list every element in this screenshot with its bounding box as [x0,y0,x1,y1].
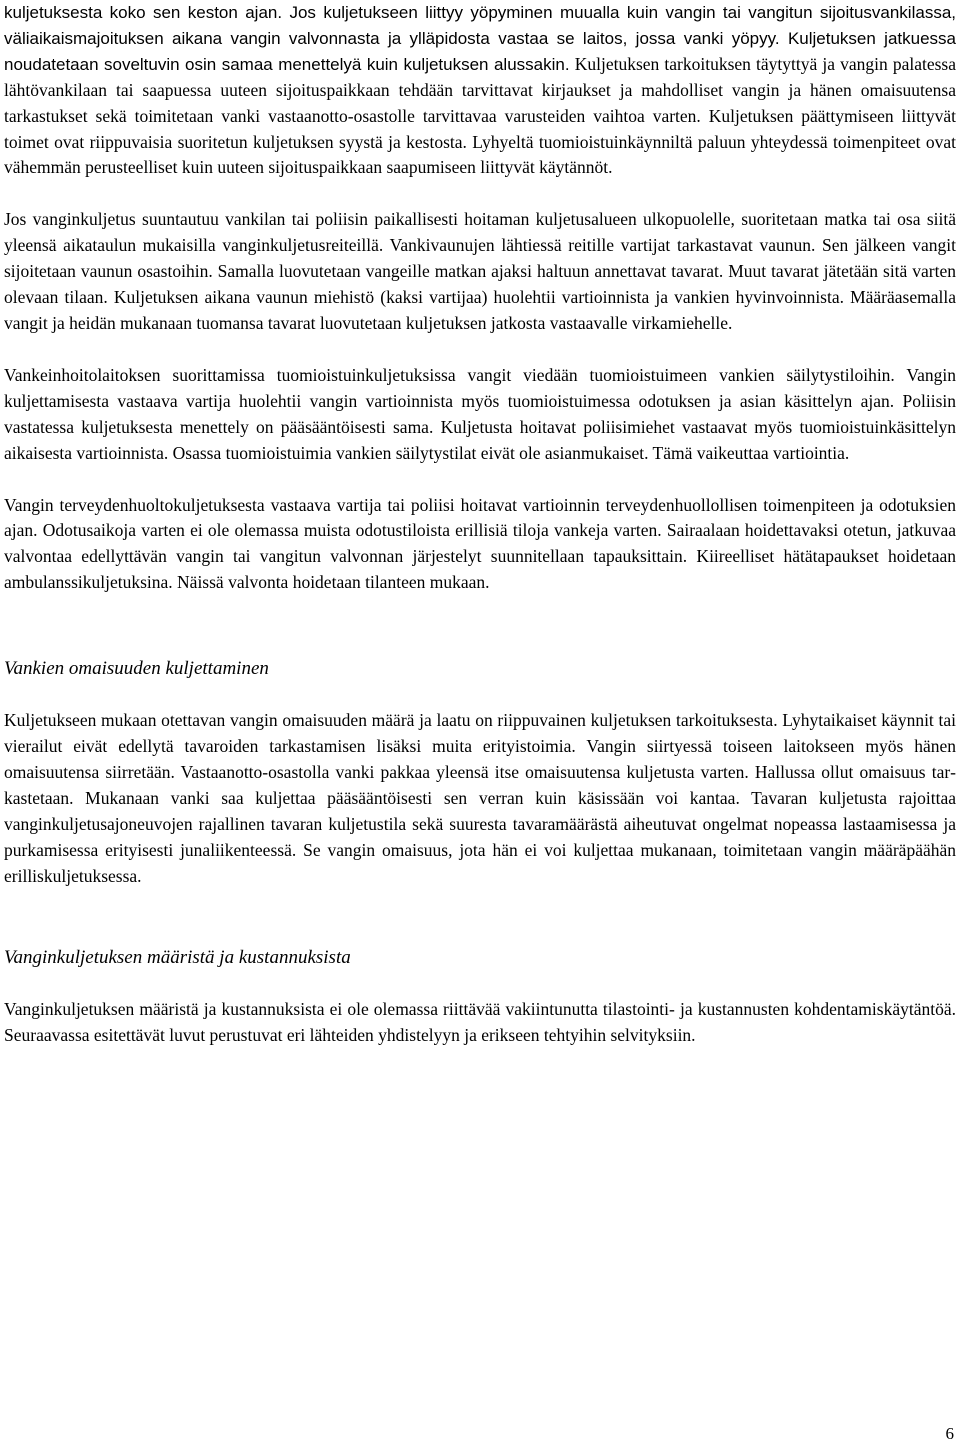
paragraph-spacer [4,467,956,493]
paragraph-1-sans-part: kuljetuksesta koko sen keston ajan. Jos kuljetukseen liittyy yöpyminen muualla kuin vangin tai vangitun sijoitusvankilassa, väliaikaismajoituksen aikana vangin valvonnasta ja ylläpidosta vastaa se laitos, jossa vanki yöpyy. Kuljetuksen jatkuessa noudatetaan soveltuvin osin samaa menettelyä kuin kuljetuksen alussakin. [4,3,956,74]
paragraph-spacer [4,181,956,207]
section-heading-property-transport: Vankien omaisuuden kuljettaminen [4,658,269,680]
paragraph-spacer [4,337,956,363]
paragraph-spacer [4,971,956,997]
paragraph-2: Jos vanginkuljetus suuntautuu vankilan tai poliisin paikallisesti hoitaman kuljetusalueen ulkopuolelle, suoritetaan matka tai osa siitä yleensä aikataulun mukaisilla vanginkuljetusreiteillä. Vankivaunujen lähtiessä reitille vartijat tarkastavat vaunun. Sen jälkeen vangit sijoitetaan vaunun osastoihin. Samalla luovutetaan vangeille matkan ajaksi haltuun annettavat tavarat. Muut tavarat jätetään sitä varten olevaan tilaan. Kuljetuksen aikana vaunun miehistö (kaksi vartijaa) huolehtii vartioinnista ja vankien hyvinvoinnista. Määräasemalla vangit ja heidän mukanaan tuomansa tavarat luovutetaan kuljetuksen jatkosta vastaavalle virkamiehelle. [4,209,956,333]
paragraph-4: Vangin terveydenhuoltokuljetuksesta vastaava vartija tai poliisi hoitavat vartioinnin terveydenhuollollisen toimenpiteen ja odotuksien ajan. Odotusaikoja varten ei ole olemassa muista odotustiloista erillisiä tiloja vankeja varten. Sairaalaan hoidettavaksi otetun, jatkuvaa valvontaa edellyttävän vangin tai vangitun valvonnan järjestelyt suunnitellaan tapauksittain. Kiireelliset hätätapaukset hoidetaan ambulanssikuljetuksina. Näissä valvonta hoidetaan tilanteen mukaan. [4,494,956,593]
paragraph-1-serif-part: Kuljetuksen tarkoituksen täytyttyä ja vangin palatessa lähtövankilaan tai saapuessa uuteen sijoituspaikkaan tehdään tarvittavat kirjaukset ja mahdolliset vangin ja hänen omaisuutensa tarkastukset sekä toimitetaan vanki vastaanotto-osastolle tarvittavaa varusteiden vaihtoa varten. Kuljetuksen päättymiseen liittyvät toimet ovat riippuvaisia suoritetun kuljetuksen syystä ja kestosta. Lyhyeltä tuomioistuinkäynniltä paluun yhteydessä toimenpiteet ovat vähemmän perusteelliset kuin uuteen sijoituspaikkaan saapumiseen liittyvät käytännöt. [4,53,957,178]
document-page [4,0,956,1049]
section-heading-amounts-costs: Vanginkuljetuksen määristä ja kustannuksista [4,947,351,969]
paragraph-1 [4,0,956,181]
paragraph-3: Vankeinhoitolaitoksen suorittamissa tuomioistuinkuljetuksissa vangit viedään tuomioistuimeen vankien säilytystiloihin. Vangin kuljettamisesta vastaava vartija huolehtii vangin vartioinnista myös tuomioistuimessa odotuksen ja asian käsittelyn ajan. Poliisin vastatessa kuljetuksesta menettely on pääsääntöisesti sama. Kuljetusta hoitavat poliisimiehet vastaavat myös tuomioistuinkäsittelyn aikaisesta vartioinnista. Osassa tuomioistuimia vankien säilytystilat eivät ole asianmukaiset. Tämä vaikeuttaa vartiointia. [4,364,956,463]
paragraph-5: Kuljetukseen mukaan otettavan vangin omaisuuden määrä ja laatu on riippuvainen kuljetuksen tarkoituksesta. Lyhytaikaiset käynnit tai vierailut eivät edellytä tavaroiden tarkastamisen lisäksi muita erityistoimia. Vangin siirtyessä toiseen laitokseen myös hänen omaisuutensa siirretään. Vastaanotto-osastolla vanki pakkaa yleensä itse omaisuutensa kuljetusta varten. Hallussa ollut omaisuus tarkastetaan. Mukanaan vanki saa kuljettaa pääsääntöisesti sen verran kuin käsissään voi kantaa. Tavaran kuljetusta rajoittaa vanginkuljetusajoneuvojen rajallinen tavaran kuljetustila sekä suuresta tavaramäärästä aiheutuvat ongelmat nopeassa lastaamisessa ja purkamisessa erityisesti junaliikenteessä. Se vangin omaisuus, jota hän ei voi kuljettaa mukanaan, toimitetaan vangin määräpäähän erilliskuljetuksessa. [4,710,956,886]
section-spacer [4,596,956,656]
paragraph-spacer [4,682,956,708]
paragraph-6: Vanginkuljetuksen määristä ja kustannuksista ei ole olemassa riittävää vakiintunutta tilastointi- ja kustannusten kohdentamiskäytäntöä. Seuraavassa esitettävät luvut perustuvat eri lähteiden yhdistelyyn ja erikseen tehtyihin selvityksiin. [4,999,956,1046]
page-number: 6 [945,1424,954,1443]
section-spacer [4,889,956,945]
